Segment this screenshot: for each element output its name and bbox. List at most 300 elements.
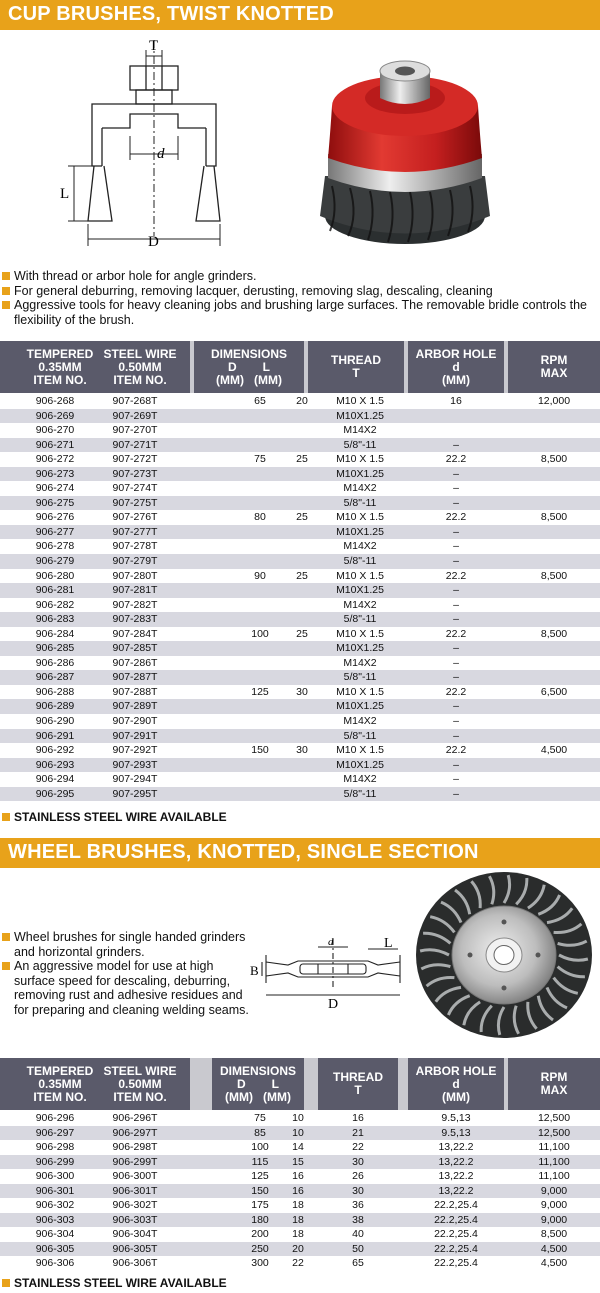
tempered-header: [20, 341, 100, 393]
table-row: [0, 409, 600, 424]
tempered-item-cell: 906-272: [35, 453, 75, 466]
steel-wire-item-cell: 907-292T: [112, 744, 158, 757]
wheel-diagram-label-d: d: [328, 936, 334, 948]
wheel-diagram-label-l: L: [384, 936, 393, 951]
cup-brush-product-image: [310, 36, 500, 251]
table-row: [0, 787, 600, 802]
header-dimensions: DIMENSIONS: [219, 1063, 296, 1078]
dim-l-cell: 16: [292, 1184, 304, 1197]
steel-wire-item-cell: 907-279T: [112, 555, 158, 568]
arbor-hole-cell: 22.2,25.4: [434, 1213, 478, 1226]
dim-l-cell: 25: [296, 569, 308, 582]
tempered-item-cell: 906-294: [35, 773, 75, 786]
arbor-hole-cell: –: [453, 656, 459, 669]
table-row: [0, 452, 600, 467]
steel-wire-item-cell: 906-297T: [112, 1126, 158, 1139]
tempered-item-cell: 906-297: [35, 1126, 75, 1139]
header-dim-d-unit: (MM): [225, 1089, 253, 1104]
dim-l-cell: 22: [292, 1257, 304, 1270]
thread-cell: 5/8"-11: [343, 671, 377, 684]
table-row: [0, 394, 600, 409]
thread-cell: M14X2: [343, 424, 377, 437]
steel-wire-item-cell: 907-283T: [112, 613, 158, 626]
steel-wire-item-cell: 907-273T: [112, 467, 158, 480]
arbor-hole-cell: –: [453, 642, 459, 655]
item-no-header-group: [0, 1058, 190, 1110]
table-row: [0, 1256, 600, 1271]
dim-l-cell: 16: [292, 1170, 304, 1183]
thread-cell: M10 X 1.5: [336, 395, 384, 407]
table-row: [0, 627, 600, 642]
tempered-item-cell: 906-289: [35, 700, 75, 713]
dim-l-cell: 25: [296, 453, 308, 466]
table-row: [0, 1111, 600, 1126]
table-row: [0, 1227, 600, 1242]
cup-feature-item: For general deburring, removing lacquer, derusting, removing slag, descaling, cleaning: [0, 284, 598, 299]
header-rpm-sub: MAX: [540, 1083, 568, 1097]
header-steel-wire: STEEL WIRE: [103, 1063, 177, 1078]
arbor-hole-cell: 22.2,25.4: [434, 1199, 478, 1212]
arbor-hole-cell: 22.2: [445, 569, 467, 582]
header-item-no: ITEM NO.: [113, 372, 167, 387]
table-row: [0, 583, 600, 598]
steel-wire-item-cell: 907-268T: [112, 395, 158, 407]
thread-cell: 40: [352, 1228, 364, 1241]
tempered-item-cell: 906-285: [35, 642, 75, 655]
tempered-item-cell: 906-296: [35, 1112, 75, 1124]
tempered-item-cell: 906-278: [35, 540, 75, 553]
header-rpm: RPM: [540, 1070, 568, 1084]
tempered-item-cell: 906-303: [35, 1213, 75, 1226]
tempered-item-cell: 906-304: [35, 1228, 75, 1241]
rpm-cell: 12,500: [537, 1126, 571, 1139]
thread-cell: 65: [352, 1257, 364, 1270]
steel-wire-header: [100, 341, 180, 393]
table-row: [0, 612, 600, 627]
header-dim-l-unit: (MM): [263, 1089, 291, 1104]
arbor-hole-cell: 22.2,25.4: [434, 1257, 478, 1270]
tempered-item-cell: 906-281: [35, 584, 75, 597]
rpm-cell: 9,000: [540, 1213, 568, 1226]
steel-wire-item-cell: 907-290T: [112, 715, 158, 728]
dim-l-cell: 10: [292, 1126, 304, 1139]
table-row: [0, 496, 600, 511]
tempered-item-cell: 906-274: [35, 482, 75, 495]
table-row: [0, 641, 600, 656]
arbor-hole-cell: –: [453, 729, 459, 742]
table-row: [0, 598, 600, 613]
tempered-item-cell: 906-299: [35, 1155, 75, 1168]
steel-wire-item-cell: 907-284T: [112, 627, 158, 640]
rpm-cell: 8,500: [540, 453, 568, 466]
thread-cell: M10X1.25: [336, 642, 384, 655]
tempered-item-cell: 906-306: [35, 1257, 75, 1270]
rpm-cell: 8,500: [540, 627, 568, 640]
header-tempered: TEMPERED: [26, 1063, 94, 1078]
thread-cell: M14X2: [343, 540, 377, 553]
cup-feature-item: With thread or arbor hole for angle grinders.: [0, 269, 598, 284]
dim-l-cell: 14: [292, 1141, 304, 1154]
rpm-cell: 8,500: [540, 511, 568, 524]
dim-l-cell: 18: [292, 1213, 304, 1226]
tempered-item-cell: 906-302: [35, 1199, 75, 1212]
dim-l-cell: 18: [292, 1199, 304, 1212]
tempered-item-cell: 906-268: [35, 395, 75, 407]
arbor-hole-cell: –: [453, 598, 459, 611]
thread-cell: M10 X 1.5: [336, 744, 384, 757]
cup-brush-technical-drawing: [30, 36, 270, 256]
steel-wire-item-cell: 907-269T: [112, 409, 158, 422]
dim-d-cell: 75: [254, 453, 266, 466]
thread-cell: 30: [352, 1184, 364, 1197]
arbor-hole-header: [408, 341, 504, 393]
arbor-hole-cell: 9.5,13: [441, 1112, 471, 1124]
thread-cell: 16: [352, 1112, 364, 1124]
rpm-cell: 4,500: [540, 744, 568, 757]
tempered-header: [20, 1058, 100, 1110]
arbor-hole-cell: –: [453, 555, 459, 568]
cup-section-banner: [0, 0, 600, 30]
tempered-item-cell: 906-280: [35, 569, 75, 582]
tempered-item-cell: 906-291: [35, 729, 75, 742]
steel-wire-item-cell: 906-303T: [112, 1213, 158, 1226]
arbor-hole-cell: 13,22.2: [438, 1170, 474, 1183]
arbor-hole-cell: 9.5,13: [441, 1126, 471, 1139]
table-row: [0, 481, 600, 496]
thread-cell: M10 X 1.5: [336, 511, 384, 524]
header-dim-l: L: [271, 1076, 279, 1091]
header-dim-l-unit: (MM): [254, 372, 282, 387]
steel-wire-item-cell: 907-288T: [112, 685, 158, 698]
arbor-hole-cell: –: [453, 482, 459, 495]
tempered-item-cell: 906-298: [35, 1141, 75, 1154]
dim-l-cell: 30: [296, 685, 308, 698]
rpm-header: [508, 341, 600, 393]
steel-wire-item-cell: 906-304T: [112, 1228, 158, 1241]
header-arbor-hole: ARBOR HOLE: [415, 1063, 497, 1078]
header-arbor-sub: d: [452, 1076, 460, 1091]
thread-cell: M10X1.25: [336, 409, 384, 422]
thread-cell: M10 X 1.5: [336, 453, 384, 466]
header-035mm: 0.35MM: [38, 359, 82, 374]
thread-cell: 30: [352, 1155, 364, 1168]
steel-wire-item-cell: 907-285T: [112, 642, 158, 655]
steel-wire-item-cell: 907-275T: [112, 496, 158, 509]
dim-l-cell: 10: [292, 1112, 304, 1124]
thread-cell: 21: [352, 1126, 364, 1139]
rpm-cell: 11,100: [538, 1170, 570, 1183]
steel-wire-item-cell: 907-280T: [112, 569, 158, 582]
thread-cell: 5/8"-11: [343, 613, 377, 626]
tempered-item-cell: 906-290: [35, 715, 75, 728]
dim-d-cell: 125: [251, 1170, 269, 1183]
table-row: [0, 1184, 600, 1199]
thread-cell: 5/8"-11: [343, 787, 377, 800]
header-dim-d: D: [236, 1076, 246, 1091]
arbor-hole-cell: 22.2: [445, 685, 467, 698]
table-row: [0, 569, 600, 584]
arbor-hole-cell: –: [453, 540, 459, 553]
dim-l-cell: 15: [292, 1155, 304, 1168]
thread-cell: M10 X 1.5: [336, 685, 384, 698]
header-050mm: 0.50MM: [118, 1076, 162, 1091]
diagram-label-l: L: [60, 186, 70, 202]
diagram-label-d: d: [157, 146, 165, 162]
arbor-hole-cell: –: [453, 496, 459, 509]
tempered-item-cell: 906-271: [35, 438, 75, 451]
table-row: [0, 554, 600, 569]
tempered-item-cell: 906-275: [35, 496, 75, 509]
dim-d-cell: 250: [251, 1242, 269, 1255]
tempered-item-cell: 906-273: [35, 467, 75, 480]
diagram-label-t: T: [149, 38, 159, 54]
steel-wire-item-cell: 907-295T: [112, 787, 158, 800]
tempered-item-cell: 906-300: [35, 1170, 75, 1183]
arbor-hole-cell: –: [453, 438, 459, 451]
steel-wire-item-cell: 907-291T: [112, 729, 158, 742]
wheel-diagram-label-d-outer: D: [328, 997, 339, 1012]
table-row: [0, 423, 600, 438]
tempered-item-cell: 906-292: [35, 744, 75, 757]
rpm-cell: 11,100: [538, 1155, 570, 1168]
header-item-no: ITEM NO.: [33, 1089, 87, 1104]
thread-cell: 5/8"-11: [343, 496, 377, 509]
header-item-no: ITEM NO.: [113, 1089, 167, 1104]
dim-d-cell: 80: [254, 511, 266, 524]
thread-cell: 5/8"-11: [343, 729, 377, 742]
steel-wire-item-cell: 907-270T: [112, 424, 158, 437]
arbor-hole-cell: 22.2,25.4: [434, 1242, 478, 1255]
tempered-item-cell: 906-283: [35, 613, 75, 626]
arbor-hole-cell: –: [453, 715, 459, 728]
arbor-hole-cell: –: [453, 525, 459, 538]
wheel-diagram-label-b: B: [250, 963, 259, 978]
dim-d-cell: 75: [254, 1112, 266, 1124]
item-no-header-group: [0, 341, 190, 393]
arbor-hole-cell: 13,22.2: [438, 1184, 474, 1197]
table-row: [0, 1155, 600, 1170]
dim-d-cell: 115: [251, 1155, 269, 1168]
dim-d-cell: 100: [251, 627, 269, 640]
steel-wire-item-cell: 907-274T: [112, 482, 158, 495]
wheel-table-body: [0, 1111, 600, 1271]
thread-cell: 22: [352, 1141, 364, 1154]
arbor-hole-cell: –: [453, 467, 459, 480]
table-row: [0, 539, 600, 554]
thread-cell: 26: [352, 1170, 364, 1183]
steel-wire-item-cell: 907-286T: [112, 656, 158, 669]
steel-wire-item-cell: 906-300T: [112, 1170, 158, 1183]
table-row: [0, 714, 600, 729]
thread-cell: M10X1.25: [336, 467, 384, 480]
wheel-section-banner: [0, 838, 600, 868]
dim-d-cell: 100: [251, 1141, 269, 1154]
thread-header: [308, 341, 404, 393]
table-row: [0, 743, 600, 758]
cup-table-body: [0, 394, 600, 801]
arbor-hole-cell: –: [453, 700, 459, 713]
tempered-item-cell: 906-305: [35, 1242, 75, 1255]
steel-wire-item-cell: 907-271T: [112, 438, 158, 451]
thread-cell: M14X2: [343, 482, 377, 495]
table-row: [0, 510, 600, 525]
dimensions-header: [194, 341, 304, 393]
steel-wire-item-cell: 906-298T: [112, 1141, 158, 1154]
dim-l-cell: 30: [296, 744, 308, 757]
tempered-item-cell: 906-288: [35, 685, 75, 698]
rpm-cell: 11,100: [538, 1141, 570, 1154]
steel-wire-item-cell: 907-281T: [112, 584, 158, 597]
steel-wire-item-cell: 907-282T: [112, 598, 158, 611]
arbor-hole-cell: 13,22.2: [438, 1141, 474, 1154]
rpm-cell: 8,500: [540, 1228, 568, 1241]
table-row: [0, 1169, 600, 1184]
dim-l-cell: 20: [296, 395, 308, 407]
thread-cell: M14X2: [343, 598, 377, 611]
rpm-cell: 4,500: [540, 1257, 568, 1270]
dim-l-cell: 20: [292, 1242, 304, 1255]
header-dim-l: L: [262, 359, 270, 374]
thread-cell: M10X1.25: [336, 525, 384, 538]
dim-l-cell: 25: [296, 511, 308, 524]
tempered-item-cell: 906-284: [35, 627, 75, 640]
header-arbor-sub: d: [452, 359, 460, 374]
steel-wire-item-cell: 906-296T: [112, 1112, 158, 1124]
steel-wire-item-cell: 907-278T: [112, 540, 158, 553]
arbor-hole-cell: –: [453, 671, 459, 684]
thread-header: [318, 1058, 398, 1110]
thread-cell: M10X1.25: [336, 758, 384, 771]
table-row: [0, 438, 600, 453]
steel-wire-item-cell: 907-287T: [112, 671, 158, 684]
tempered-item-cell: 906-270: [35, 424, 75, 437]
thread-cell: M10X1.25: [336, 700, 384, 713]
table-row: [0, 1126, 600, 1141]
thread-cell: M14X2: [343, 773, 377, 786]
wheel-feature-item: Wheel brushes for single handed grinders and horizontal grinders.: [0, 930, 250, 959]
header-steel-wire: STEEL WIRE: [103, 346, 177, 361]
tempered-item-cell: 906-277: [35, 525, 75, 538]
header-thread-sub: T: [352, 366, 360, 380]
wheel-feature-list: [0, 930, 250, 1017]
header-dimensions: DIMENSIONS: [210, 346, 287, 361]
dimensions-header: [212, 1058, 304, 1110]
tempered-item-cell: 906-276: [35, 511, 75, 524]
tempered-item-cell: 906-282: [35, 598, 75, 611]
dim-d-cell: 200: [251, 1228, 269, 1241]
arbor-hole-cell: –: [453, 584, 459, 597]
wheel-stainless-note: STAINLESS STEEL WIRE AVAILABLE: [0, 1276, 227, 1290]
arbor-hole-cell: 16: [450, 395, 462, 407]
thread-cell: M10 X 1.5: [336, 569, 384, 582]
header-dim-d: D: [227, 359, 237, 374]
dim-d-cell: 65: [254, 395, 266, 407]
dim-d-cell: 150: [251, 1184, 269, 1197]
tempered-item-cell: 906-279: [35, 555, 75, 568]
rpm-cell: 12,000: [537, 395, 571, 407]
steel-wire-header: [100, 1058, 180, 1110]
tempered-item-cell: 906-301: [35, 1184, 75, 1197]
header-arbor-unit: (MM): [442, 372, 470, 387]
table-row: [0, 1213, 600, 1228]
thread-cell: M10X1.25: [336, 584, 384, 597]
header-035mm: 0.35MM: [38, 1076, 82, 1091]
table-row: [0, 670, 600, 685]
table-row: [0, 772, 600, 787]
rpm-cell: 12,500: [537, 1112, 571, 1124]
steel-wire-item-cell: 907-289T: [112, 700, 158, 713]
dim-d-cell: 175: [251, 1199, 269, 1212]
table-row: [0, 685, 600, 700]
wheel-table-header: [0, 1058, 600, 1110]
rpm-cell: 4,500: [540, 1242, 568, 1255]
wheel-feature-item: An aggressive model for use at high surface speed for descaling, deburring, removing rust and adhesive residues and for preparing and cleaning welding seams.: [0, 959, 250, 1017]
arbor-hole-cell: 22.2,25.4: [434, 1228, 478, 1241]
cup-table-header: [0, 341, 600, 393]
steel-wire-item-cell: 907-293T: [112, 758, 158, 771]
dim-l-cell: 18: [292, 1228, 304, 1241]
arbor-hole-cell: 22.2: [445, 744, 467, 757]
steel-wire-item-cell: 907-294T: [112, 773, 158, 786]
rpm-cell: 6,500: [540, 685, 568, 698]
thread-cell: 5/8"-11: [343, 555, 377, 568]
steel-wire-item-cell: 906-301T: [112, 1184, 158, 1197]
arbor-hole-cell: 22.2: [445, 511, 467, 524]
table-row: [0, 758, 600, 773]
cup-stainless-note: STAINLESS STEEL WIRE AVAILABLE: [0, 810, 227, 824]
thread-cell: 36: [352, 1199, 364, 1212]
arbor-hole-cell: –: [453, 613, 459, 626]
rpm-cell: 9,000: [540, 1184, 568, 1197]
thread-cell: M10 X 1.5: [336, 627, 384, 640]
table-row: [0, 1140, 600, 1155]
steel-wire-item-cell: 906-306T: [112, 1257, 158, 1270]
table-row: [0, 467, 600, 482]
table-row: [0, 1242, 600, 1257]
table-row: [0, 525, 600, 540]
steel-wire-item-cell: 906-302T: [112, 1199, 158, 1212]
steel-wire-item-cell: 907-272T: [112, 453, 158, 466]
tempered-item-cell: 906-286: [35, 656, 75, 669]
header-rpm-sub: MAX: [540, 366, 568, 380]
table-row: [0, 729, 600, 744]
header-arbor-unit: (MM): [442, 1089, 470, 1104]
cup-feature-list: [0, 269, 598, 327]
cup-feature-item: Aggressive tools for heavy cleaning jobs and brushing large surfaces. The removable bridle controls the flexibility of the brush.: [0, 298, 598, 327]
wheel-brush-technical-drawing: [250, 935, 408, 1012]
tempered-item-cell: 906-293: [35, 758, 75, 771]
rpm-cell: 8,500: [540, 569, 568, 582]
table-row: [0, 1198, 600, 1213]
header-dim-d-unit: (MM): [216, 372, 244, 387]
dim-l-cell: 25: [296, 627, 308, 640]
header-thread: THREAD: [333, 1070, 383, 1084]
header-tempered: TEMPERED: [26, 346, 94, 361]
rpm-header: [508, 1058, 600, 1110]
steel-wire-item-cell: 906-305T: [112, 1242, 158, 1255]
tempered-item-cell: 906-287: [35, 671, 75, 684]
header-rpm: RPM: [540, 353, 568, 367]
steel-wire-item-cell: 907-276T: [112, 511, 158, 524]
diagram-label-d-outer: D: [148, 234, 159, 250]
dim-d-cell: 90: [254, 569, 266, 582]
rpm-cell: 9,000: [540, 1199, 568, 1212]
dim-d-cell: 125: [251, 685, 269, 698]
header-thread: THREAD: [331, 353, 381, 367]
thread-cell: M14X2: [343, 715, 377, 728]
header-arbor-hole: ARBOR HOLE: [415, 346, 497, 361]
steel-wire-item-cell: 906-299T: [112, 1155, 158, 1168]
